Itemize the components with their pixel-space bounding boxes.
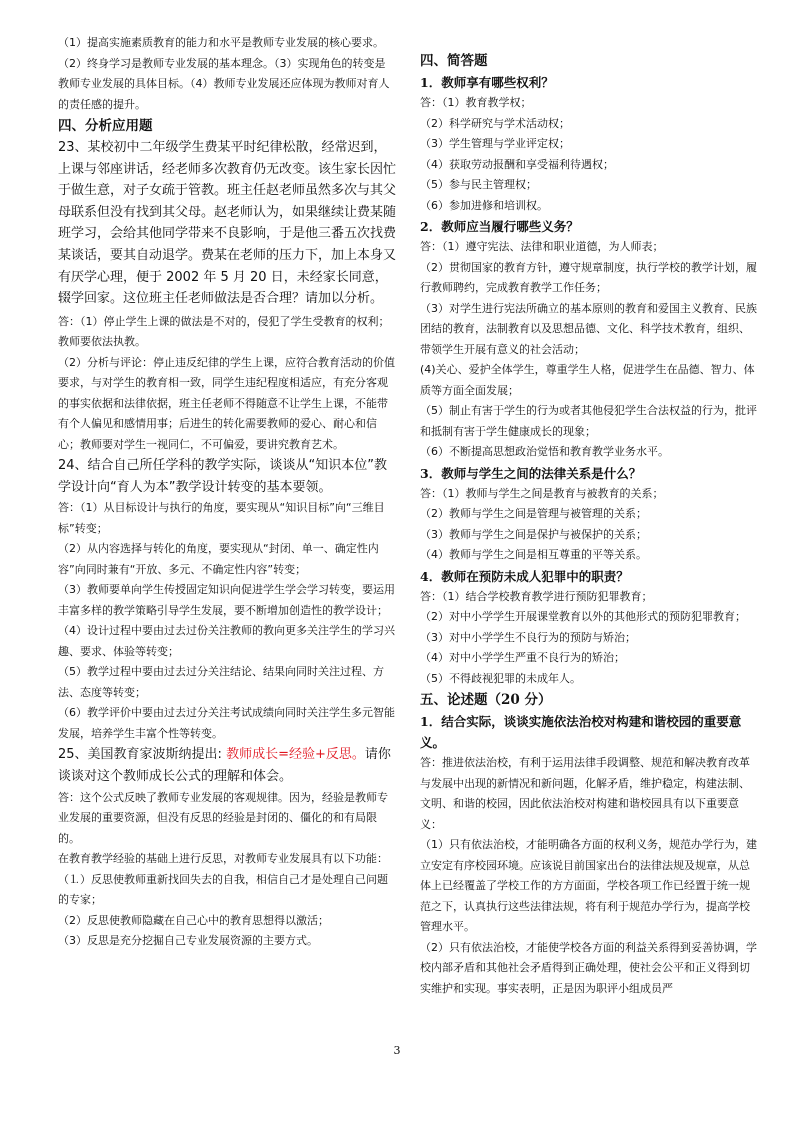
answer-5-item: （2）只有依法治校，才能使学校各方面的利益关系得到妥善协调，学校内部矛盾和其他社会矛盾得到正确处理，使社会公平和正义得到切实维护和实现。事实表明，正是因为职评小组成员严	[420, 940, 757, 995]
answer-5-item: 答：推进依法治校，有利于运用法律手段调整、规范和解决教育改革与发展中出现的新情况和新问题，化解矛盾，维护稳定，构建法制、文明、和谐的校园，因此依法治校对构建和谐校园具有以下重要意义：	[420, 756, 750, 831]
answer-23-part-1: 答：（1）停止学生上课的做法是不对的，侵犯了学生受教育的权利；教师要依法执教。	[58, 314, 390, 349]
answer-1-item: （4）获取劳动报酬和享受福利待遇权；	[420, 157, 614, 171]
answer-24-item: 答：（1）从目标设计与执行的角度，要实现从“知识目标”向“三维目标”转变；	[58, 501, 385, 535]
answer-4-item: （4）对中小学学生严重不良行为的矫治；	[420, 651, 625, 664]
answer-4-item: 答：（1）结合学校教育教学进行预防犯罪教育；	[420, 589, 653, 603]
answer-3-item: （2）教师与学生之间是管理与被管理的关系；	[420, 507, 647, 520]
answer-2-item: 答：（1）遵守宪法、法律和职业道德，为人师表；	[420, 240, 664, 253]
answer-1-item: （6）参加进修和培训权。	[420, 198, 548, 212]
answer-1-item: （3）学生管理与学业评定权；	[420, 137, 570, 150]
question-2: 2．教师应当履行哪些义务？	[420, 219, 579, 234]
question-3: 3．教师与学生之间的法律关系是什么？	[420, 465, 642, 481]
answer-5-item: （1）只有依法治校，才能明确各方面的权利义务，规范办学行为，建立安定有序校园环境。应该说目前国家出台的法律法规及规章，从总体上已经覆盖了学校工作的方方面面，学校各项工作已经置于统一规范之下，认真执行这些法律法规，将有利于规范办学行为，提高学校管理水平。	[420, 838, 757, 933]
question-25-tail: 请你谈谈对这个教师成长公式的理解和体会。	[58, 747, 391, 785]
question-4: 4．教师在预防未成人犯罪中的职责？	[420, 568, 629, 584]
answer-24-item: （4）设计过程中要由过去过份关注教师的教向更多关注学生的学习兴趣、要求、体验等转变；	[58, 624, 395, 658]
answer-25-item: （2）反思使教师隐藏在自己心中的教育思想得以激活；	[58, 913, 329, 927]
question-5: 1．结合实际，谈谈实施依法治校对构建和谐校园的重要意义。	[420, 714, 742, 750]
answer-4-item: （3）对中小学学生不良行为的预防与矫治；	[420, 630, 636, 644]
answer-2-item: （3）对学生进行宪法所确立的基本原则的教育和爱国主义教育、民族团结的教育，法制教育以及思想品德、文化、科学技术教育，组织、带领学生开展有意义的社会活动；	[420, 301, 757, 356]
question-23: 23、某校初中二年级学生费某平时纪律松散，经常迟到，上课与邻座讲话，经老师多次教育仍无改变。该生家长因忙于做生意，对子女疏于管教。班主任赵老师虽然多次与其父母联系但没有找到其父母。赵老师认为，如果继续让费某随班学习，会给其他同学带来不良影响，于是他三番五次找费某谈话，要其自动退学。费某在老师的压力下，加上本身又有厌学心理，便于 2002 年 5 月 20 日，未经家长同意，辍学回家。这位班主任老师做法是否合理？请加以分析。	[58, 140, 397, 307]
answer-1-item: 答：（1）教育教学权；	[420, 96, 532, 109]
right-column	[420, 50, 760, 999]
section-5-essay-title: 五、论述题（20 分）	[420, 692, 552, 708]
question-25-lead: 25、美国教育家波斯纳提出:	[58, 747, 227, 763]
answer-4-item: （5）不得歧视犯罪的未成年人。	[420, 671, 581, 685]
answer-24-item: （6）教学评价中要由过去过分关注考试成绩向同时关注学生多元智能发展，培养学生丰富个性等转变。	[58, 706, 395, 740]
answer-25-item: （3）反思是充分挖掘自己专业发展资源的主要方式。	[58, 934, 318, 948]
page-number: 3	[393, 1044, 401, 1057]
answer-3-item: （4）教师与学生之间是相互尊重的平等关系。	[420, 548, 647, 561]
answer-2-item: （5）制止有害于学生的行为或者其他侵犯学生合法权益的行为，批评和抵制有害于学生健康成长的现象；	[420, 404, 757, 438]
answer-3-item: （3）教师与学生之间是保护与被保护的关系；	[420, 527, 647, 541]
formula-highlight: 教师成长=经验+反思。	[226, 747, 365, 763]
answer-4-item: （2）对中小学学生开展课堂教育以外的其他形式的预防犯罪教育；	[420, 610, 746, 623]
answer-24-item: （2）从内容选择与转化的角度，要实现从“封闭、单一、确定性内容”向同时兼有“开放、多元、不确定性内容”转变；	[58, 542, 379, 576]
answer-24-item: （5）教学过程中要由过去过分关注结论、结果向同时关注过程、方法、态度等转变；	[58, 665, 384, 699]
answer-2-item: （2）贯彻国家的教育方针，遵守规章制度，执行学校的教学计划，履行教师聘约，完成教育教学工作任务；	[420, 260, 757, 294]
answer-2-item: （6）不断提高思想政治觉悟和教育教学业务水平。	[420, 445, 669, 458]
question-1: 1．教师享有哪些权利？	[420, 75, 554, 90]
answer-3-item: 答：（1）教师与学生之间是教育与被教育的关系；	[420, 486, 664, 500]
answer-25-item: （⒈）反思使教师重新找回失去的自我，相信自己才是处理自己问题的专家；	[58, 872, 388, 907]
answer-25-item: 在教育教学经验的基础上进行反思，对教师专业发展具有以下功能：	[58, 852, 388, 866]
section-4-analysis-title: 四、分析应用题	[58, 118, 153, 134]
section-4-short-answer-title: 四、简答题	[420, 53, 488, 69]
question-24: 24、结合自己所任学科的教学实际，谈谈从“知识本位”教学设计向“育人为本”教学设计转变的基本要领。	[58, 458, 388, 495]
answer-23-part-2: （2）分析与评论：停止违反纪律的学生上课，应符合教育活动的价值要求，与对学生的教育相一致，同学生违纪程度相适应，有充分客观的事实依据和法律依据，班主任老师不得随意不让学生上课，不能带有个人偏见和感情用事；后进生的转化需要教师的爱心、耐心和信心；教师要对学生一视同仁，不可偏爱，要讲究教育艺术。	[58, 355, 395, 451]
intro-paragraph: （1）提高实施素质教育的能力和水平是教师专业发展的核心要求。（2）终身学习是教师专业发展的基本理念。（3）实现角色的转变是教师专业发展的具体目标。（4）教师专业发展还应体现为教师对育人的责任感的提升。	[58, 36, 390, 111]
answer-25-item: 答：这个公式反映了教师专业发展的客观规律。因为，经验是教师专业发展的重要资源，但没有反思的经验是封闭的、僵化的和有局限的。	[58, 790, 388, 845]
left-column	[58, 33, 396, 952]
answer-1-item: （2）科学研究与学术活动权；	[420, 116, 570, 130]
answer-2-item: (4)关心、爱护全体学生，尊重学生人格，促进学生在品德、智力、体质等方面全面发展；	[420, 363, 755, 397]
answer-24-item: （3）教师要单向学生传授固定知识向促进学生学会学习转变，要运用丰富多样的教学策略引导学生发展，要不断增加创造性的教学设计；	[58, 583, 395, 617]
question-25	[58, 744, 396, 787]
answer-1-item: （5）参与民主管理权；	[420, 178, 537, 191]
